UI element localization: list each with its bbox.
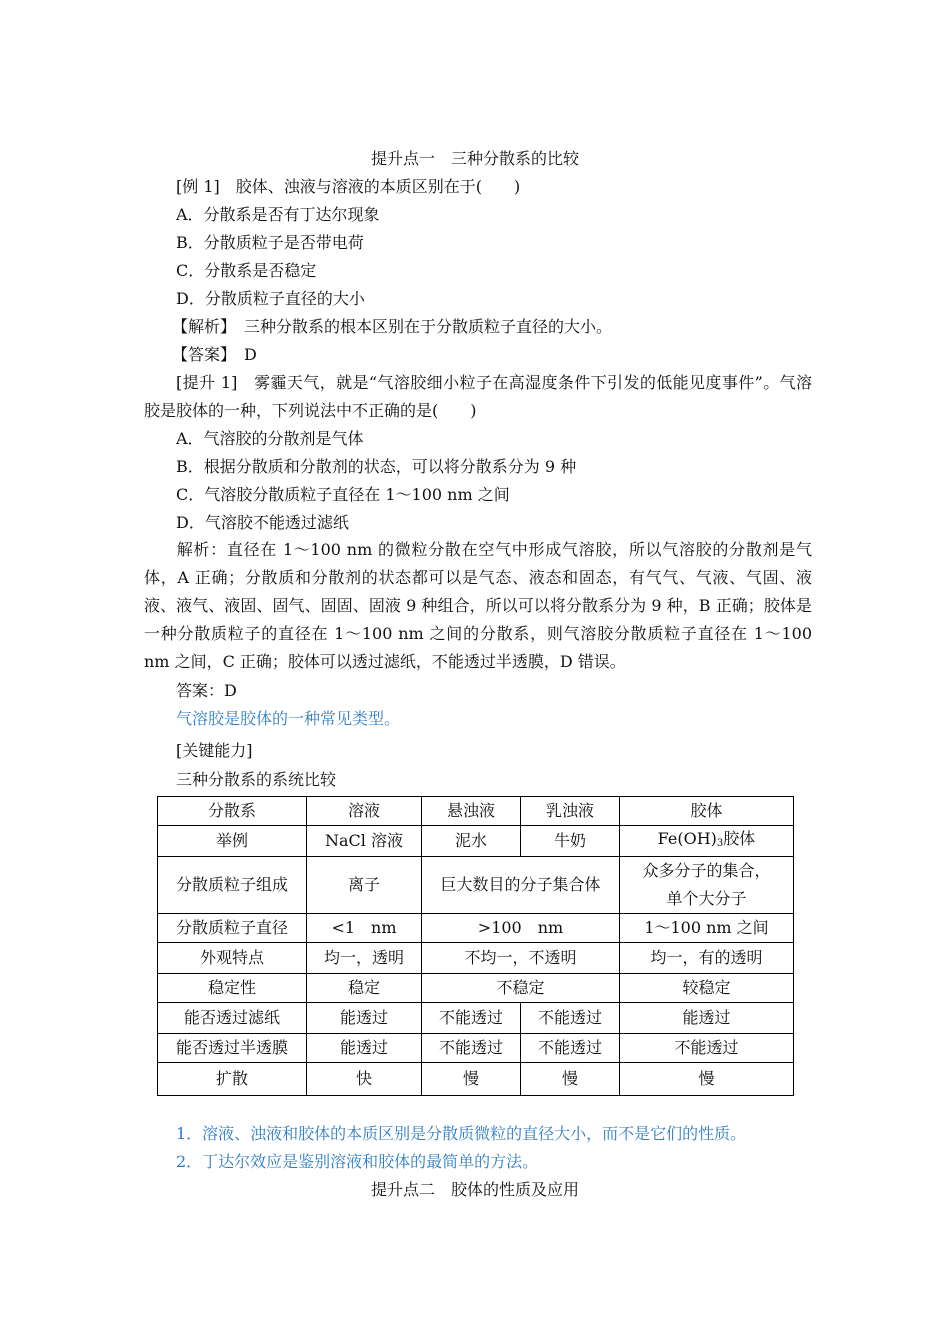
table-row-stability: [158, 974, 794, 1003]
cell-filter-solution: 能透过: [307, 1003, 422, 1034]
cell-example-solution: NaCl 溶液: [307, 826, 422, 857]
header-cell-solution: 溶液: [307, 797, 422, 826]
example1-answer: 【答案】 D: [172, 345, 257, 364]
note-1: 1．溶液、浊液和胶体的本质区别是分散质微粒的直径大小，而不是它们的性质。: [176, 1124, 747, 1143]
cell-membrane-solution: 能透过: [307, 1034, 422, 1063]
table-row-membrane: [158, 1034, 794, 1063]
section2-title: 提升点二 胶体的性质及应用: [370, 1180, 579, 1199]
cell-membrane-emulsion: 不能透过: [521, 1034, 620, 1063]
cell-composition-turbid: 巨大数目的分子集合体: [422, 857, 620, 914]
row-label-example: 举例: [158, 826, 307, 857]
cell-filter-emulsion: 不能透过: [521, 1003, 620, 1034]
table-row-filter-paper: [158, 1003, 794, 1034]
example1-option-d: D．分散质粒子直径的大小: [176, 289, 365, 308]
practice1-option-c: C．气溶胶分散质粒子直径在 1～100 nm 之间: [176, 485, 510, 504]
row-label-diffusion: 扩散: [158, 1063, 307, 1096]
cell-diameter-solution: <1 nm: [307, 914, 422, 943]
blue-note: 气溶胶是胶体的一种常见类型。: [176, 709, 401, 728]
row-label-membrane: 能否透过半透膜: [158, 1034, 307, 1063]
key-ability-label: [关键能力]: [176, 741, 253, 760]
practice1-analysis-text: 解析：直径在 1～100 nm 的微粒分散在空气中形成气溶胶，所以气溶胶的分散剂是气体，A 正确；分散质和分散剂的状态都可以是气态、液态和固态，有气气、气液、气固、液液、液气、液固、固气、固固、固液 9 种组合，所以可以将分散系分为 9 种，B 正确；胶体是一种分散质粒子的直径在 1～100 nm 之间的分散系，则气溶胶分散质粒子直径在 1～100 nm 之间，C 正确；胶体可以透过滤纸，不能透过半透膜，D 错误。: [144, 540, 812, 671]
table-row-example: [158, 826, 794, 857]
example1-option-b: B．分散质粒子是否带电荷: [176, 233, 364, 252]
cell-diffusion-suspension: 慢: [422, 1063, 521, 1096]
row-label-filter-paper: 能否透过滤纸: [158, 1003, 307, 1034]
cell-composition-solution: 离子: [307, 857, 422, 914]
comparison-table: [157, 796, 794, 1096]
cell-filter-colloid: 能透过: [620, 1003, 794, 1034]
table-row-composition: [158, 857, 794, 914]
table-row-appearance: [158, 943, 794, 974]
cell-filter-suspension: 不能透过: [422, 1003, 521, 1034]
cell-example-emulsion: 牛奶: [521, 826, 620, 857]
row-label-stability: 稳定性: [158, 974, 307, 1003]
header-cell-emulsion: 乳浊液: [521, 797, 620, 826]
cell-membrane-suspension: 不能透过: [422, 1034, 521, 1063]
header-cell-suspension: 悬浊液: [422, 797, 521, 826]
cell-appearance-colloid: 均一，有的透明: [620, 943, 794, 974]
cell-diameter-turbid: >100 nm: [422, 914, 620, 943]
cell-diffusion-emulsion: 慢: [521, 1063, 620, 1096]
practice1-option-b: B．根据分散质和分散剂的状态，可以将分散系分为 9 种: [176, 457, 577, 476]
table-row-header: [158, 797, 794, 826]
section1-title: 提升点一 三种分散系的比较: [370, 149, 579, 168]
cell-diameter-colloid: 1～100 nm 之间: [620, 914, 794, 943]
practice1-answer: 答案：D: [176, 681, 237, 700]
example1-analysis: 【解析】 三种分散系的根本区别在于分散质粒子直径的大小。: [172, 317, 613, 336]
row-label-diameter: 分散质粒子直径: [158, 914, 307, 943]
practice1-stem: [144, 369, 812, 425]
note-2: 2．丁达尔效应是鉴别溶液和胶体的最简单的方法。: [176, 1152, 539, 1171]
colloid-formula-subscript: 3: [716, 837, 724, 849]
practice1-stem-text: [提升 1] 雾霾天气，就是“气溶胶细小粒子在高湿度条件下引发的低能见度事件”。气溶胶是胶体的一种，下列说法中不正确的是( ): [144, 373, 812, 420]
example1-stem: [例 1] 胶体、浊液与溶液的本质区别在于( ): [176, 177, 521, 196]
example1-option-c: C．分散系是否稳定: [176, 261, 317, 280]
row-label-appearance: 外观特点: [158, 943, 307, 974]
cell-example-colloid: [620, 826, 794, 857]
colloid-suffix: 胶体: [723, 828, 756, 848]
cell-stability-colloid: 较稳定: [620, 974, 794, 1003]
cell-appearance-turbid: 不均一，不透明: [422, 943, 620, 974]
cell-stability-turbid: 不稳定: [422, 974, 620, 1003]
cell-stability-solution: 稳定: [307, 974, 422, 1003]
cell-appearance-solution: 均一，透明: [307, 943, 422, 974]
header-cell-colloid: 胶体: [620, 797, 794, 826]
table-caption: 三种分散系的系统比较: [176, 770, 337, 789]
cell-example-suspension: 泥水: [422, 826, 521, 857]
cell-composition-colloid: [620, 857, 794, 914]
cell-diffusion-solution: 快: [307, 1063, 422, 1096]
table-row-diameter: [158, 914, 794, 943]
composition-colloid-line2: 单个大分子: [666, 889, 747, 908]
practice1-option-a: A．气溶胶的分散剂是气体: [176, 429, 364, 448]
row-label-composition: 分散质粒子组成: [158, 857, 307, 914]
practice1-analysis: [144, 536, 812, 676]
practice1-option-d: D．气溶胶不能透过滤纸: [176, 513, 349, 532]
cell-diffusion-colloid: 慢: [620, 1063, 794, 1096]
example1-option-a: A．分散系是否有丁达尔现象: [176, 205, 380, 224]
colloid-formula: Fe(OH): [657, 828, 717, 848]
composition-colloid-line1: 众多分子的集合，: [642, 861, 771, 880]
cell-membrane-colloid: 不能透过: [620, 1034, 794, 1063]
header-cell-system: 分散系: [158, 797, 307, 826]
table-row-diffusion: [158, 1063, 794, 1096]
